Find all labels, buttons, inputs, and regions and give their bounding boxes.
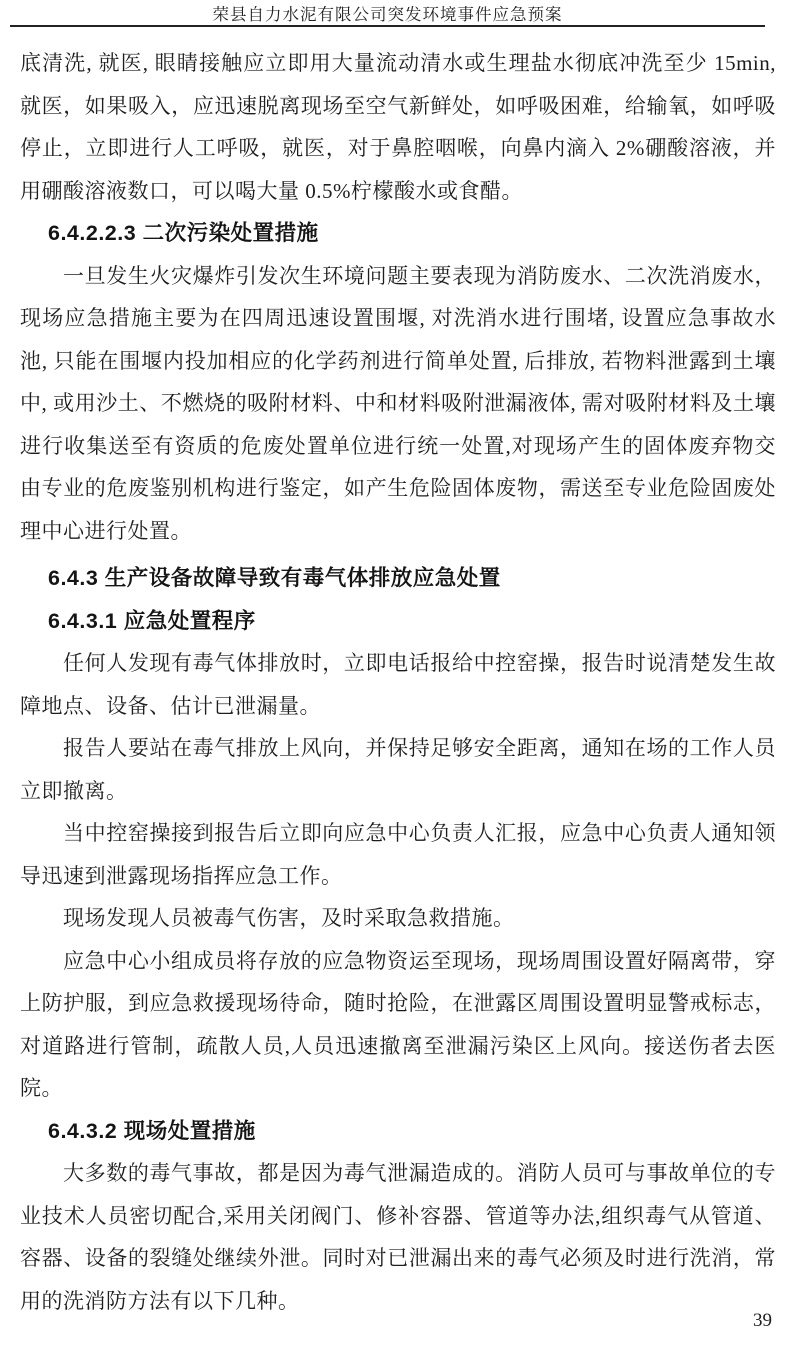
page-number: 39: [753, 1310, 772, 1331]
body-paragraph: 现场发现人员被毒气伤害，及时采取急救措施。: [63, 906, 515, 930]
document-body: [0, 27, 800, 1322]
section-heading: 6.4.3.1 应急处置程序: [48, 608, 256, 633]
page-header: [10, 0, 765, 27]
body-paragraph: 任何人发现有毒气体排放时，立即电话报给中控窑操，报告时说清楚发生故障地点、设备、估计已泄漏量。: [20, 651, 776, 718]
body-paragraph: 当中控窑操接到报告后立即向应急中心负责人汇报，应急中心负责人通知领导迅速到泄露现场指挥应急工作。: [20, 821, 776, 888]
body-paragraph: 应急中心小组成员将存放的应急物资运至现场，现场周围设置好隔离带，穿上防护服，到应急救援现场待命，随时抢险，在泄露区周围设置明显警戒标志，对道路进行管制，疏散人员,人员迅速撤离至泄漏污染区上风向。接送伤者去医院。: [20, 948, 776, 1100]
section-heading: 6.4.2.2.3 二次污染处置措施: [48, 221, 319, 245]
body-paragraph: 报告人要站在毒气排放上风向，并保持足够安全距离，通知在场的工作人员立即撤离。: [20, 736, 776, 803]
body-paragraph: 大多数的毒气事故，都是因为毒气泄漏造成的。消防人员可与事故单位的专业技术人员密切配合,采用关闭阀门、修补容器、管道等办法,组织毒气从管道、容器、设备的裂缝处继续外泄。同时对已泄漏出来的毒气必须及时进行洗消，常用的洗消防方法有以下几种。: [20, 1161, 776, 1313]
body-paragraph: 底清洗, 就医, 眼睛接触应立即用大量流动清水或生理盐水彻底冲洗至少 15min, 就医，如果吸入，应迅速脱离现场至空气新鲜处，如呼吸困难，给输氧，如呼吸停止，立即进行人工呼吸，就医，对于鼻腔咽喉，向鼻内滴入 2%硼酸溶液，并用硼酸溶液数口，可以喝大量 0.5%柠檬酸水或食醋。: [20, 51, 776, 203]
body-paragraph: 一旦发生火灾爆炸引发次生环境问题主要表现为消防废水、二次洗消废水，现场应急措施主要为在四周迅速设置围堰, 对洗消水进行围堵, 设置应急事故水池, 只能在围堰内投加相应的化学药剂进行简单处置, 后排放, 若物料泄露到土壤中, 或用沙土、不燃烧的吸附材料、中和材料吸附泄漏液体, 需对吸附材料及土壤进行收集送至有资质的危废处置单位进行统一处置,对现场产生的固体废弃物交由专业的危废鉴别机构进行鉴定，如产生危险固体废物，需送至专业危险固废处理中心进行处置。: [20, 263, 776, 543]
section-heading: 6.4.3 生产设备故障导致有毒气体排放应急处置: [48, 566, 501, 590]
document-header-title: 荣县自力水泥有限公司突发环境事件应急预案: [212, 5, 563, 24]
section-heading: 6.4.3.2 现场处置措施: [48, 1118, 256, 1143]
